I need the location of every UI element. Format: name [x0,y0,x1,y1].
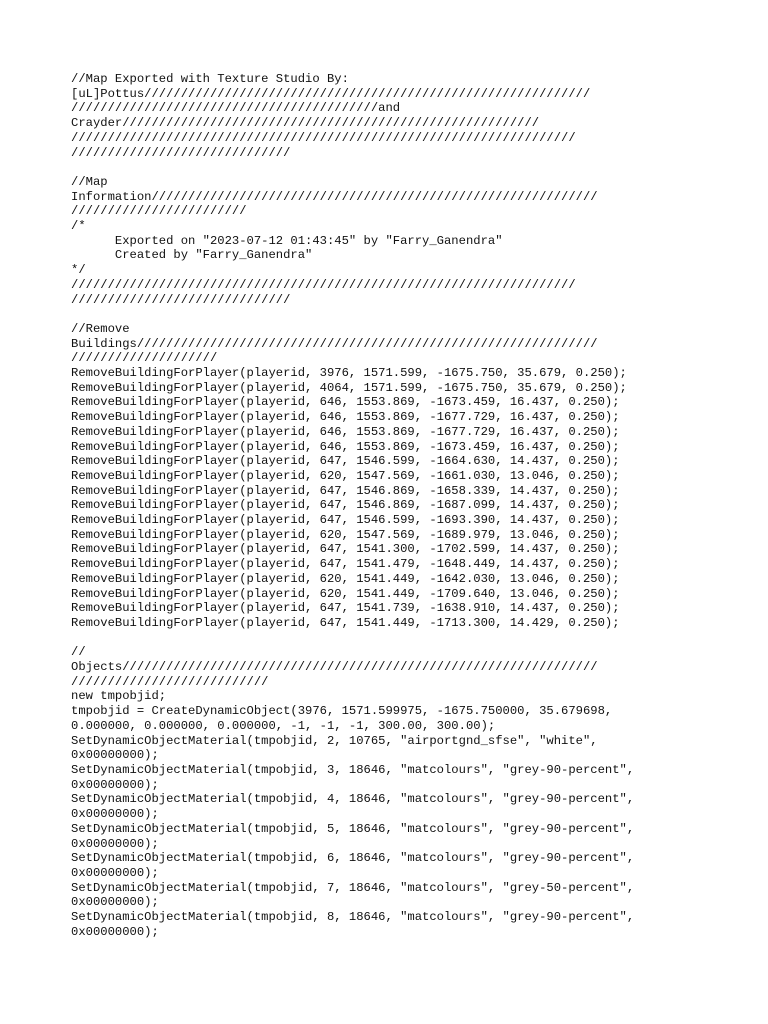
code-line: RemoveBuildingForPlayer(playerid, 620, 1547.569, -1661.030, 13.046, 0.250); [71,468,620,483]
code-line: ////////////////////////////// [71,292,291,307]
code-line: 0x00000000); [71,807,159,822]
code-line: [uL]Pottus///////////////////////////////////////////////////////////// [71,86,591,101]
code-line: Exported on "2023-07-12 01:43:45" by "Farry_Ganendra" [71,233,503,248]
code-line: RemoveBuildingForPlayer(playerid, 647, 1541.449, -1713.300, 14.429, 0.250); [71,615,620,630]
code-line: Created by "Farry_Ganendra" [71,248,313,263]
code-line: RemoveBuildingForPlayer(playerid, 647, 1541.739, -1638.910, 14.437, 0.250); [71,601,620,616]
code-line: RemoveBuildingForPlayer(playerid, 3976, 1571.599, -1675.750, 35.679, 0.250); [71,366,627,381]
code-line: RemoveBuildingForPlayer(playerid, 647, 1546.599, -1693.390, 14.437, 0.250); [71,513,620,528]
code-line: RemoveBuildingForPlayer(playerid, 646, 1553.869, -1673.459, 16.437, 0.250); [71,395,620,410]
code-line: RemoveBuildingForPlayer(playerid, 646, 1553.869, -1677.729, 16.437, 0.250); [71,410,620,425]
code-line: Objects///////////////////////////////////////////////////////////////// [71,660,598,675]
remove-buildings-block [71,322,711,631]
code-line: SetDynamicObjectMaterial(tmpobjid, 4, 18646, "matcolours", "grey-90-percent", [71,792,635,807]
code-line: SetDynamicObjectMaterial(tmpobjid, 7, 18646, "matcolours", "grey-50-percent", [71,880,635,895]
spacer [71,160,711,175]
code-line: 0x00000000); [71,748,159,763]
code-line: SetDynamicObjectMaterial(tmpobjid, 8, 18646, "matcolours", "grey-90-percent", [71,910,635,925]
code-line: RemoveBuildingForPlayer(playerid, 647, 1546.599, -1664.630, 14.437, 0.250); [71,454,620,469]
code-line: //////////////////////////////////////////and [71,101,401,116]
document-page [71,72,711,939]
code-line: RemoveBuildingForPlayer(playerid, 620, 1547.569, -1689.979, 13.046, 0.250); [71,527,620,542]
code-line: // [71,645,86,660]
code-line: RemoveBuildingForPlayer(playerid, 646, 1553.869, -1677.729, 16.437, 0.250); [71,424,620,439]
code-line: 0x00000000); [71,895,159,910]
code-line: RemoveBuildingForPlayer(playerid, 647, 1541.300, -1702.599, 14.437, 0.250); [71,542,620,557]
code-line: //////////////////////// [71,204,247,219]
code-line: Information///////////////////////////////////////////////////////////// [71,189,598,204]
code-line: //////////////////// [71,351,218,366]
code-line: 0x00000000); [71,777,159,792]
objects-block [71,645,711,939]
code-line: SetDynamicObjectMaterial(tmpobjid, 3, 18646, "matcolours", "grey-90-percent", [71,763,635,777]
code-line: Crayder///////////////////////////////////////////////////////// [71,116,540,131]
code-line: 0x00000000); [71,865,159,880]
code-line: 0.000000, 0.000000, 0.000000, -1, -1, -1, 300.00, 300.00); [71,718,496,733]
code-line: SetDynamicObjectMaterial(tmpobjid, 6, 18646, "matcolours", "grey-90-percent", [71,851,635,866]
map-information-block [71,175,711,307]
code-line: //Remove [71,321,130,336]
header-comment-block [71,72,711,160]
code-line: //Map Exported with Texture Studio By: [71,72,349,86]
code-line: tmpobjid = CreateDynamicObject(3976, 1571.599975, -1675.750000, 35.679698, [71,704,613,719]
code-line: RemoveBuildingForPlayer(playerid, 647, 1546.869, -1687.099, 14.437, 0.250); [71,498,620,513]
code-line: SetDynamicObjectMaterial(tmpobjid, 5, 18646, "matcolours", "grey-90-percent", [71,821,635,836]
code-line: Buildings/////////////////////////////////////////////////////////////// [71,336,598,351]
code-line: /* [71,219,86,234]
code-line: RemoveBuildingForPlayer(playerid, 647, 1541.479, -1648.449, 14.437, 0.250); [71,557,620,572]
code-line: */ [71,263,86,278]
spacer [71,631,711,646]
code-line: RemoveBuildingForPlayer(playerid, 620, 1541.449, -1642.030, 13.046, 0.250); [71,571,620,586]
code-line: SetDynamicObjectMaterial(tmpobjid, 2, 10765, "airportgnd_sfse", "white", [71,733,598,748]
code-line: ////////////////////////////// [71,145,291,160]
code-line: ///////////////////////////////////////////////////////////////////// [71,130,576,145]
code-line: 0x00000000); [71,924,159,939]
code-line: RemoveBuildingForPlayer(playerid, 647, 1546.869, -1658.339, 14.437, 0.250); [71,483,620,498]
code-line: new tmpobjid; [71,689,167,704]
code-line: RemoveBuildingForPlayer(playerid, 646, 1553.869, -1673.459, 16.437, 0.250); [71,439,620,454]
code-line: 0x00000000); [71,836,159,851]
spacer [71,307,711,322]
code-line: //Map [71,174,108,189]
code-line: /////////////////////////// [71,674,269,689]
code-line: RemoveBuildingForPlayer(playerid, 620, 1541.449, -1709.640, 13.046, 0.250); [71,586,620,601]
code-line: RemoveBuildingForPlayer(playerid, 4064, 1571.599, -1675.750, 35.679, 0.250); [71,380,627,395]
code-line: ///////////////////////////////////////////////////////////////////// [71,277,576,292]
